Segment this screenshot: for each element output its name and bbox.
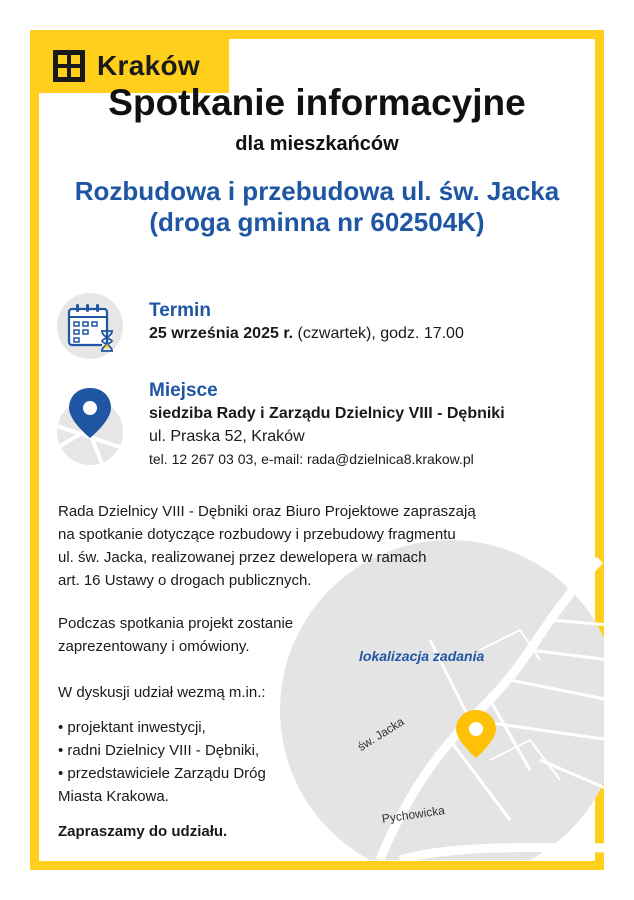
map-pin-icon: [57, 386, 123, 466]
list-item: • przedstawiciele Zarządu Dróg: [58, 765, 266, 782]
list-item: • radni Dzielnicy VIII - Dębniki,: [58, 742, 260, 759]
project-title: [10, 176, 624, 238]
body-line: Podczas spotkania projekt zostanie: [58, 615, 294, 632]
miejsce-heading: Miejsce: [149, 380, 218, 401]
page-subtitle: dla mieszkańców: [235, 133, 399, 155]
termin-datetime: [149, 322, 464, 345]
body-paragraph-3: W dyskusji udział wezmą m.in.:: [58, 684, 266, 701]
body-line: Rada Dzielnicy VIII - Dębniki oraz Biuro Projektowe zapraszają: [58, 503, 476, 520]
list-item: • projektant inwestycji,: [58, 719, 206, 736]
miejsce-block: [149, 380, 505, 471]
body-paragraph-1: [58, 500, 578, 592]
termin-block: [149, 300, 464, 345]
calendar-hourglass-icon: [57, 293, 123, 359]
project-line-1: Rozbudowa i przebudowa ul. św. Jacka: [74, 176, 560, 206]
body-paragraph-2: [58, 612, 578, 658]
map-street-label-2: Pychowicka: [381, 803, 446, 826]
body-line: art. 16 Ustawy o drogach publicznych.: [58, 572, 312, 589]
krakow-logo-icon: [53, 50, 85, 82]
miejsce-address: ul. Praska 52, Kraków: [149, 428, 305, 445]
list-item: Miasta Krakowa.: [58, 788, 169, 805]
body-line: na spotkanie dotyczące rozbudowy i przebudowy fragmentu: [58, 526, 456, 543]
brand-name: Kraków: [97, 50, 200, 81]
participants-list: [58, 716, 578, 808]
body-line: ul. św. Jacka, realizowanej przez dewelopera w ramach: [58, 549, 427, 566]
miejsce-contact: tel. 12 267 03 03, e-mail: rada@dzielnica8.krakow.pl: [149, 451, 474, 467]
body-line: zaprezentowany i omówiony.: [58, 638, 250, 655]
project-line-2: (droga gminna nr 602504K): [149, 207, 485, 237]
miejsce-venue: siedziba Rady i Zarządu Dzielnicy VIII - Dębniki: [149, 405, 505, 422]
map-street-label-1: św. Jacka: [355, 714, 407, 754]
termin-date: 25 września 2025 r.: [149, 325, 294, 342]
map-location-label: lokalizacja zadania: [359, 648, 485, 664]
termin-time: (czwartek), godz. 17.00: [293, 325, 464, 342]
closing-invitation: Zapraszamy do udziału.: [58, 823, 228, 840]
termin-heading: Termin: [149, 300, 211, 321]
page-title: Spotkanie informacyjne: [108, 82, 526, 123]
